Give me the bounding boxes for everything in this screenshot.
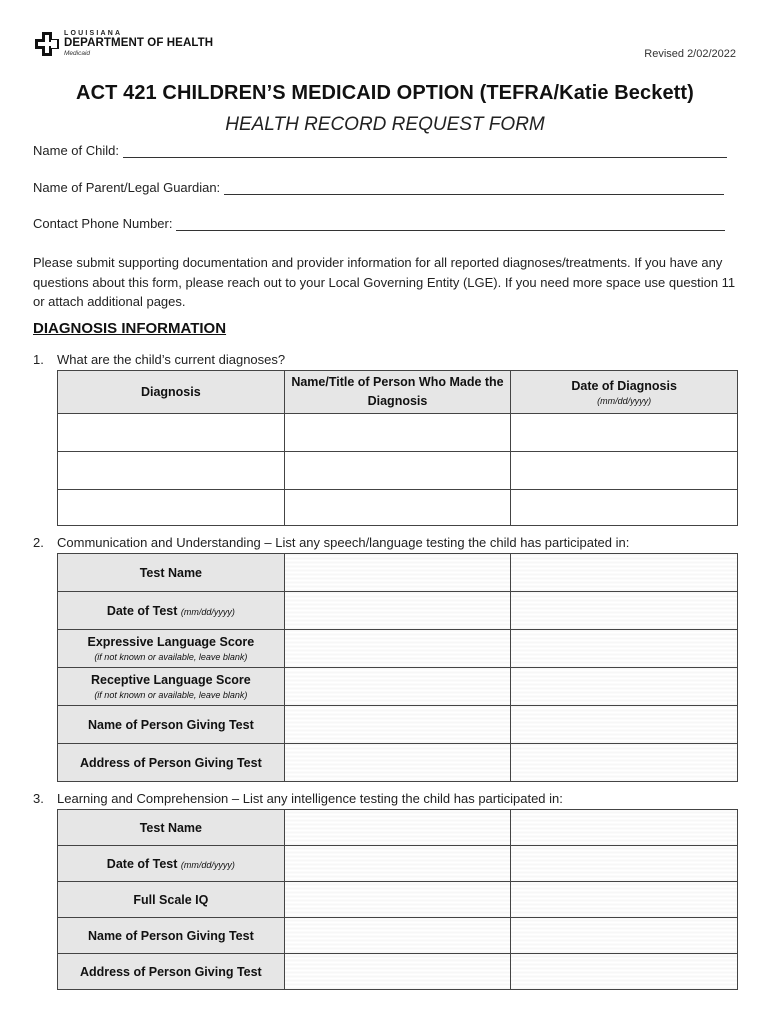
guardian-name-label: Name of Parent/Legal Guardian:	[33, 180, 221, 195]
logo-state: LOUISIANA	[64, 30, 123, 37]
question-2-text: Communication and Understanding – List any speech/language testing the child has participated in:	[57, 535, 630, 550]
table-row	[58, 554, 738, 592]
diagnosis-cell[interactable]	[58, 414, 285, 452]
date-of-test-cell[interactable]	[284, 592, 511, 630]
table-row	[58, 668, 738, 706]
test-name-cell[interactable]	[511, 810, 738, 846]
date-cell[interactable]	[511, 414, 738, 452]
person-cell[interactable]	[284, 414, 511, 452]
table-row	[58, 918, 738, 954]
diagnosis-table	[57, 370, 738, 526]
address-giving-test-cell[interactable]	[284, 954, 511, 990]
intro-paragraph: Please submit supporting documentation and provider information for all reported diagnoses/treatments. If you have any questions about this form, please reach out to your Local Governing Entity (LGE). If you need more space use question 11 or attach additional pages.	[33, 255, 736, 309]
question-2	[33, 535, 629, 550]
logo-dept: DEPARTMENT OF HEALTH	[64, 37, 214, 49]
person-giving-test-cell[interactable]	[511, 706, 738, 744]
intelligence-testing-table	[57, 809, 738, 990]
child-name-label: Name of Child:	[33, 143, 119, 158]
full-scale-iq-cell[interactable]	[284, 882, 511, 918]
table-row	[58, 744, 738, 782]
test-name-label: Test Name	[58, 810, 285, 846]
table-row	[58, 414, 738, 452]
question-3	[33, 791, 563, 806]
person-cell[interactable]	[284, 452, 511, 490]
table-row	[58, 592, 738, 630]
receptive-score-cell[interactable]	[511, 668, 738, 706]
phone-label: Contact Phone Number:	[33, 216, 173, 231]
table-row	[58, 490, 738, 526]
diagnosis-cell[interactable]	[58, 452, 285, 490]
receptive-score-cell[interactable]	[284, 668, 511, 706]
section-heading: DIAGNOSIS INFORMATION	[33, 320, 227, 337]
date-cell[interactable]	[511, 452, 738, 490]
address-giving-test-cell[interactable]	[511, 744, 738, 782]
date-of-test-cell[interactable]	[511, 592, 738, 630]
table-row	[58, 954, 738, 990]
child-name-input[interactable]	[123, 145, 727, 158]
form-title: ACT 421 CHILDREN’S MEDICAID OPTION (TEFRA/Katie Beckett)	[76, 82, 694, 104]
table-row	[58, 882, 738, 918]
test-name-label: Test Name	[58, 554, 285, 592]
full-scale-iq-cell[interactable]	[511, 882, 738, 918]
date-of-test-label: Date of Test (mm/dd/yyyy)	[58, 592, 285, 630]
cross-logo-icon	[33, 30, 61, 58]
date-cell[interactable]	[511, 490, 738, 526]
phone-field	[33, 216, 725, 231]
address-giving-test-label: Address of Person Giving Test	[58, 744, 285, 782]
address-giving-test-label: Address of Person Giving Test	[58, 954, 285, 990]
test-name-cell[interactable]	[511, 554, 738, 592]
form-subtitle: HEALTH RECORD REQUEST FORM	[225, 114, 545, 135]
person-giving-test-cell[interactable]	[284, 706, 511, 744]
address-giving-test-cell[interactable]	[511, 954, 738, 990]
question-1-number: 1.	[33, 352, 44, 367]
expressive-score-label: Expressive Language Score (if not known or available, leave blank)	[58, 630, 285, 668]
guardian-name-input[interactable]	[224, 182, 724, 195]
expressive-score-cell[interactable]	[511, 630, 738, 668]
address-giving-test-cell[interactable]	[284, 744, 511, 782]
question-1-text: What are the child’s current diagnoses?	[57, 352, 286, 367]
table-row	[58, 706, 738, 744]
date-of-test-cell[interactable]	[284, 846, 511, 882]
person-cell[interactable]	[284, 490, 511, 526]
guardian-name-field	[33, 180, 724, 195]
table-header-row	[58, 371, 738, 414]
question-3-text: Learning and Comprehension – List any intelligence testing the child has participated in:	[57, 791, 563, 806]
table-row	[58, 810, 738, 846]
child-name-field	[33, 143, 727, 158]
test-name-cell[interactable]	[284, 554, 511, 592]
ldh-logo	[33, 30, 213, 58]
table-row	[58, 630, 738, 668]
question-1	[33, 352, 285, 367]
test-name-cell[interactable]	[284, 810, 511, 846]
logo-sub: Medicaid	[64, 49, 91, 57]
phone-input[interactable]	[176, 218, 725, 231]
diagnosis-column-header: Diagnosis	[58, 371, 285, 414]
person-giving-test-label: Name of Person Giving Test	[58, 918, 285, 954]
table-row	[58, 846, 738, 882]
date-column-header: Date of Diagnosis (mm/dd/yyyy)	[511, 371, 738, 414]
receptive-score-label: Receptive Language Score (if not known or available, leave blank)	[58, 668, 285, 706]
speech-testing-table	[57, 553, 738, 782]
person-column-header: Name/Title of Person Who Made the Diagnosis	[284, 371, 511, 414]
question-3-number: 3.	[33, 791, 44, 806]
table-row	[58, 452, 738, 490]
person-giving-test-label: Name of Person Giving Test	[58, 706, 285, 744]
question-2-number: 2.	[33, 535, 44, 550]
revised-date: Revised 2/02/2022	[644, 48, 736, 60]
full-scale-iq-label: Full Scale IQ	[58, 882, 285, 918]
diagnosis-cell[interactable]	[58, 490, 285, 526]
date-of-test-cell[interactable]	[511, 846, 738, 882]
expressive-score-cell[interactable]	[284, 630, 511, 668]
date-of-test-label: Date of Test (mm/dd/yyyy)	[58, 846, 285, 882]
person-giving-test-cell[interactable]	[511, 918, 738, 954]
person-giving-test-cell[interactable]	[284, 918, 511, 954]
